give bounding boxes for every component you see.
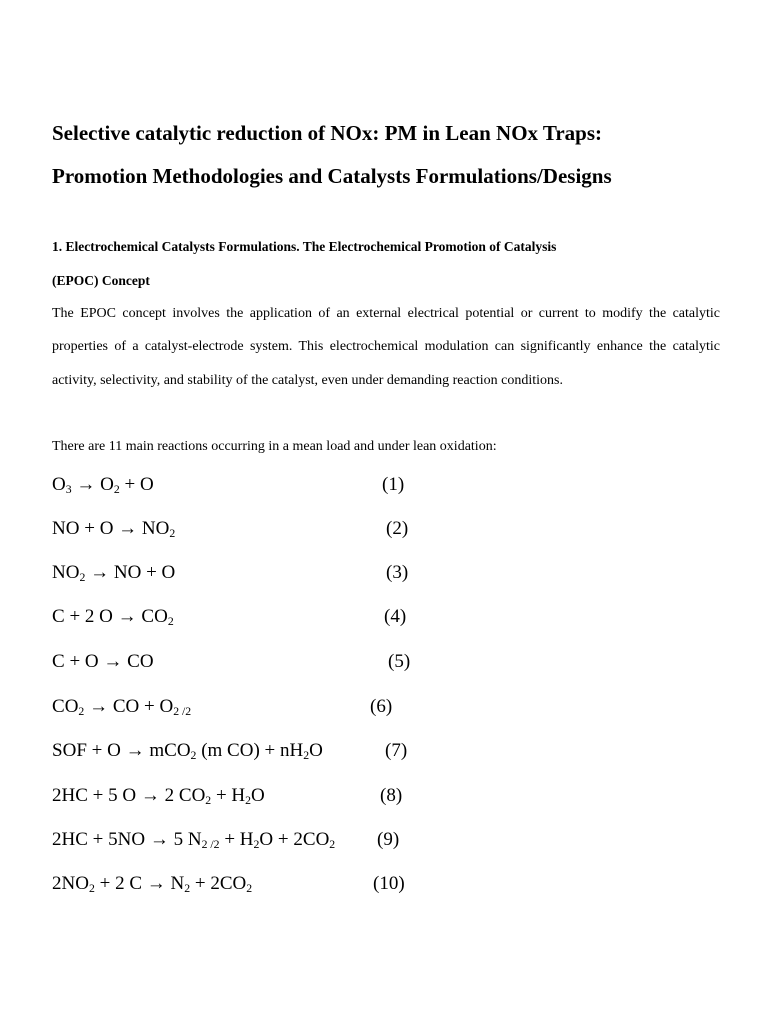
reaction-equation: $2NO_2 + 2$ $C \to N_2 + 2CO_2$ (52, 873, 253, 895)
reaction-number: (9) (377, 829, 400, 850)
reaction-equation: 2HC + 5NO → 5 $N_{2 /2} + H_2O + 2CO_2$ (52, 829, 336, 851)
section-heading-line-2: (EPOC) Concept (52, 273, 150, 288)
reaction-number: (5) (388, 651, 411, 672)
reaction-equation: SOF + O → mCO$_2$ (m $CO) + nH_2O$ (52, 740, 323, 762)
reaction-number: (10) (373, 873, 405, 894)
page-title-line-2: Promotion Methodologies and Catalysts Formulations/Designs (52, 164, 612, 188)
reaction-equation: NO + $O \to NO_2$ (52, 518, 176, 540)
section-heading-line-1: 1. Electrochemical Catalysts Formulations. The Electrochemical Promotion of Catalysis (52, 239, 557, 254)
epoc-paragraph: The EPOC concept involves the application of an external electrical potential or current to modify the catalytic properties of a catalyst-electrode system. This electrochemical modulation can significantly enhance the catalytic activity, selectivity, and stability of the catalyst, even under demanding reaction conditions. (52, 306, 720, 388)
reaction-number: (1) (382, 474, 405, 495)
reaction-equation: $CO_2$ → CO + $O_{2 /2}$ (52, 696, 192, 718)
reaction-equation: 2HC + 5 O → 2 $CO_2 + H_2O$ (52, 785, 265, 807)
reaction-equation: C + O → CO (52, 651, 154, 672)
reaction-number: (7) (385, 740, 408, 761)
reaction-equation: $O_3 \to O_2 + O$ (52, 474, 154, 496)
reaction-number: (3) (386, 562, 409, 583)
reaction-number: (8) (380, 785, 403, 806)
reactions-intro: There are 11 main reactions occurring in a mean load and under lean oxidation: (52, 439, 497, 454)
reaction-number: (4) (384, 606, 407, 627)
reaction-equation: C + 2 $O \to CO_2$ (52, 606, 174, 628)
reaction-number: (6) (370, 696, 393, 717)
page-title-line-1: Selective catalytic reduction of NOx: PM in Lean NOx Traps: (52, 121, 603, 145)
reaction-number: (2) (386, 518, 409, 539)
reaction-equation: $NO_2$ → NO + O (52, 562, 176, 584)
